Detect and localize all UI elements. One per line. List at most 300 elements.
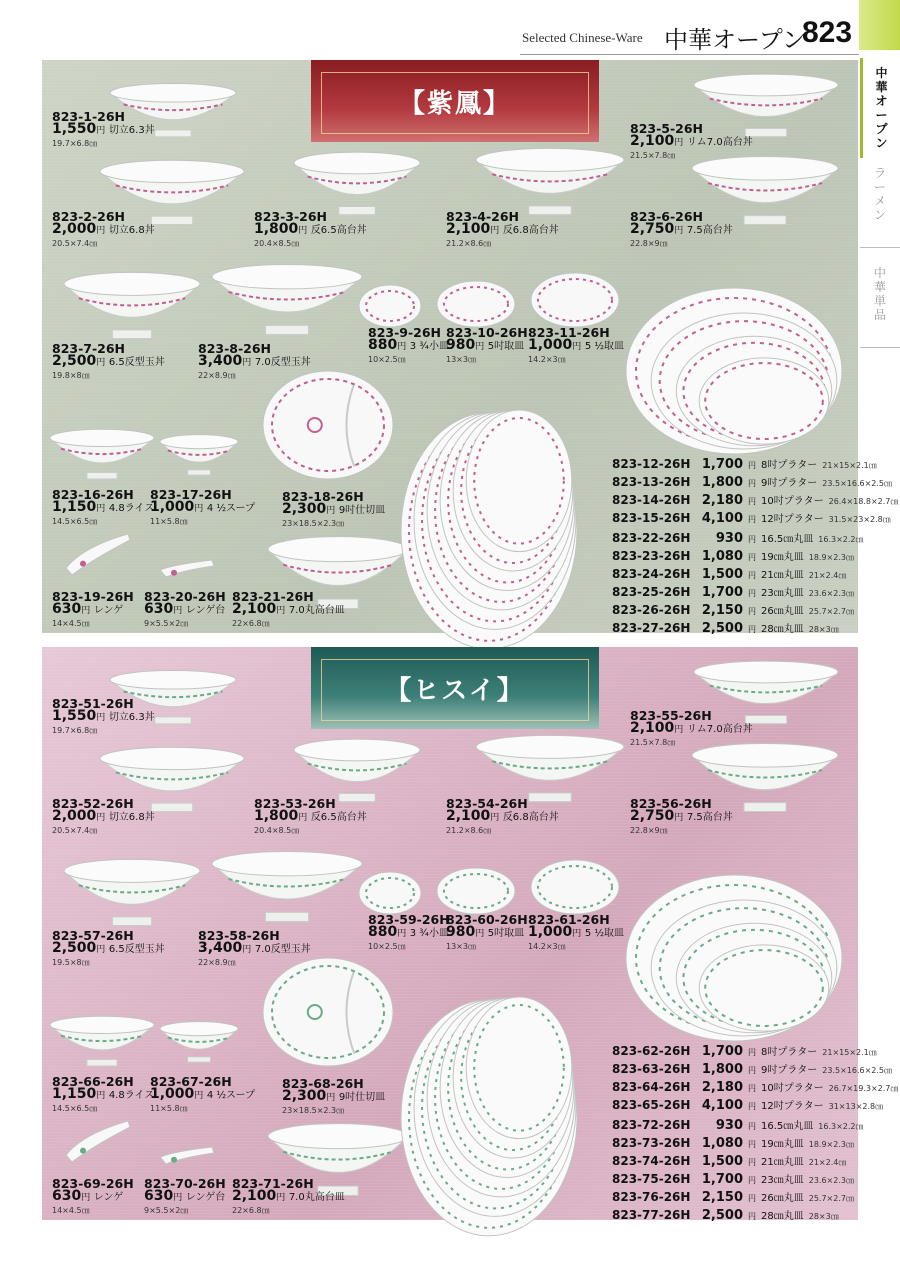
product-code: 823-61-26H <box>528 912 610 927</box>
price-row[interactable] <box>612 548 864 566</box>
product-size: 20.4×8.5㎝ <box>254 826 300 835</box>
product-code: 823-15-26H <box>612 511 691 525</box>
product-description: 4.8ライス <box>108 1090 155 1101</box>
product-price: 3,400 <box>198 353 243 369</box>
product-item[interactable] <box>150 1075 255 1114</box>
yen-unit: 円 <box>748 1140 756 1149</box>
yen-unit: 円 <box>748 497 756 506</box>
product-description: 26㎝丸皿 <box>761 1193 804 1204</box>
price-row[interactable] <box>612 1153 864 1171</box>
product-item[interactable] <box>446 210 559 249</box>
product-item[interactable] <box>52 697 155 736</box>
product-code: 823-11-26H <box>528 325 610 340</box>
price-row[interactable] <box>612 1061 898 1079</box>
product-code: 823-2-26H <box>52 209 126 224</box>
product-description: 9吋仕切皿 <box>338 1092 386 1103</box>
yen-unit: 円 <box>748 461 756 470</box>
bowl-image <box>62 855 202 927</box>
header-rule <box>520 54 859 55</box>
product-price: 2,100 <box>630 720 675 736</box>
price-row[interactable] <box>612 620 864 638</box>
product-item[interactable] <box>52 1177 134 1216</box>
product-size: 14.2×3㎝ <box>528 942 566 951</box>
product-size: 10×2.5㎝ <box>368 355 406 364</box>
bowl-image <box>210 260 364 336</box>
product-size: 20.5×7.4㎝ <box>52 239 98 248</box>
product-price: 2,100 <box>232 601 277 617</box>
platter-price-list <box>612 456 898 528</box>
side-tab-char: オ <box>875 94 888 108</box>
product-code: 823-76-26H <box>612 1190 691 1204</box>
side-tab-char: プ <box>875 122 888 136</box>
product-price: 2,300 <box>282 501 327 517</box>
product-price: 2,100 <box>446 221 491 237</box>
bowl-image <box>292 735 422 803</box>
product-code: 823-18-26H <box>282 489 364 504</box>
product-price: 2,180 <box>701 1080 743 1095</box>
product-size: 18.9×2.3㎝ <box>808 553 854 562</box>
bowl-image <box>210 847 364 923</box>
product-code: 823-63-26H <box>612 1062 691 1076</box>
yen-unit: 円 <box>490 813 500 823</box>
product-price: 2,100 <box>630 133 675 149</box>
product-price: 4,100 <box>701 1098 743 1113</box>
bowl-image <box>474 144 626 216</box>
product-price: 930 <box>715 531 743 546</box>
plate-image <box>436 867 516 915</box>
product-size: 23×18.5×2.3㎝ <box>282 1106 345 1115</box>
price-row[interactable] <box>612 1079 898 1097</box>
product-description: 3 ¾小皿 <box>409 928 449 939</box>
section-shiho <box>42 60 899 636</box>
plate-image <box>530 272 620 328</box>
yen-unit: 円 <box>96 1091 106 1101</box>
product-description: 切立6.8丼 <box>108 225 155 236</box>
price-row[interactable] <box>612 1189 864 1207</box>
product-price: 3,400 <box>198 940 243 956</box>
yen-unit: 円 <box>326 506 336 516</box>
product-code: 823-7-26H <box>52 341 126 356</box>
product-size: 16.3×2.2㎝ <box>818 1122 864 1131</box>
product-item[interactable] <box>144 1177 226 1216</box>
price-row[interactable] <box>612 1097 898 1115</box>
product-item[interactable] <box>282 490 385 529</box>
yen-unit: 円 <box>572 929 582 939</box>
spoon-image <box>62 530 132 578</box>
product-price: 980 <box>446 337 476 353</box>
product-price: 1,500 <box>701 1154 743 1169</box>
product-price: 980 <box>446 924 476 940</box>
product-size: 21×2.4㎝ <box>808 1158 847 1167</box>
product-description: 反6.8高台丼 <box>502 225 559 236</box>
yen-unit: 円 <box>748 571 756 580</box>
product-description: 8吋プラター <box>761 460 818 471</box>
product-item[interactable] <box>446 326 528 365</box>
product-price: 2,500 <box>52 940 97 956</box>
product-code: 823-77-26H <box>612 1208 691 1222</box>
product-size: 14.5×6.5㎝ <box>52 517 98 526</box>
product-item[interactable] <box>52 488 154 527</box>
product-price: 1,080 <box>701 549 743 564</box>
product-code: 823-53-26H <box>254 796 336 811</box>
product-price: 2,180 <box>701 493 743 508</box>
price-row[interactable] <box>612 456 898 474</box>
product-description: レンゲ台 <box>185 1192 226 1203</box>
product-code: 823-74-26H <box>612 1154 691 1168</box>
product-item[interactable] <box>52 110 155 149</box>
product-item[interactable] <box>52 929 165 968</box>
yen-unit: 円 <box>96 945 106 955</box>
yen-unit: 円 <box>674 725 684 735</box>
product-description: 6.5反型玉丼 <box>108 944 165 955</box>
product-size: 11×5.8㎝ <box>150 1104 188 1113</box>
product-description: 7.5高台丼 <box>686 225 733 236</box>
yen-unit: 円 <box>748 607 756 616</box>
section-banner-title: 【ヒスイ】 <box>385 675 525 706</box>
price-row[interactable] <box>612 510 898 528</box>
product-code: 823-16-26H <box>52 487 134 502</box>
product-size: 13×3㎝ <box>446 942 476 951</box>
product-description: 9吋プラター <box>761 1065 818 1076</box>
product-size: 14×4.5㎝ <box>52 619 90 628</box>
side-tab-char: ン <box>873 208 886 222</box>
product-size: 26.4×18.8×2.7㎝ <box>828 497 899 506</box>
bowl-image <box>158 1019 240 1063</box>
product-description: 28㎝丸皿 <box>761 624 804 635</box>
product-item[interactable] <box>52 1075 154 1114</box>
product-size: 19.7×6.8㎝ <box>52 139 98 148</box>
price-row[interactable] <box>612 1043 898 1061</box>
product-description: 10吋プラター <box>761 496 824 507</box>
product-size: 9×5.5×2㎝ <box>144 619 189 628</box>
product-size: 10×2.5㎝ <box>368 942 406 951</box>
product-size: 19.7×6.8㎝ <box>52 726 98 735</box>
product-item[interactable] <box>198 342 311 381</box>
platter-set-image <box>624 873 844 1043</box>
header-accent-tab <box>859 0 900 50</box>
product-size: 22×6.8㎝ <box>232 1206 270 1215</box>
yen-unit: 円 <box>674 813 684 823</box>
side-tab-char: ー <box>873 180 886 194</box>
side-tab-char: 品 <box>873 308 886 322</box>
yen-unit: 円 <box>96 813 106 823</box>
product-code: 823-10-26H <box>446 325 528 340</box>
product-description: 切立6.3丼 <box>108 125 155 136</box>
product-price: 1,150 <box>52 499 97 515</box>
yen-unit: 円 <box>194 1091 204 1101</box>
product-price: 630 <box>144 1188 174 1204</box>
yen-unit: 円 <box>748 1084 756 1093</box>
product-size: 22.8×9㎝ <box>630 826 668 835</box>
product-size: 23.5×16.6×2.5㎝ <box>822 1066 893 1075</box>
product-size: 19.5×8㎝ <box>52 958 90 967</box>
product-price: 1,550 <box>52 121 97 137</box>
yen-unit: 円 <box>748 1176 756 1185</box>
platter-price-list <box>612 1043 898 1115</box>
product-size: 23.5×16.6×2.5㎝ <box>822 479 893 488</box>
product-item[interactable] <box>446 913 528 952</box>
product-item[interactable] <box>52 590 134 629</box>
product-description: 16.5㎝丸皿 <box>761 1121 814 1132</box>
product-item[interactable] <box>144 590 226 629</box>
product-code: 823-54-26H <box>446 796 528 811</box>
price-row[interactable] <box>612 1207 864 1225</box>
product-item[interactable] <box>630 709 753 748</box>
yen-unit: 円 <box>276 606 286 616</box>
product-description: 7.0丸高台皿 <box>288 605 345 616</box>
product-item[interactable] <box>630 797 733 836</box>
product-code: 823-6-26H <box>630 209 704 224</box>
product-size: 14.5×6.5㎝ <box>52 1104 98 1113</box>
yen-unit: 円 <box>748 535 756 544</box>
product-size: 19.8×8㎝ <box>52 371 90 380</box>
product-item[interactable] <box>232 590 345 629</box>
spoon-image <box>62 1117 132 1165</box>
yen-unit: 円 <box>748 479 756 488</box>
yen-unit: 円 <box>748 1066 756 1075</box>
plate-image <box>358 871 422 915</box>
product-code: 823-65-26H <box>612 1098 691 1112</box>
product-price: 2,100 <box>446 808 491 824</box>
product-description: 23㎝丸皿 <box>761 588 804 599</box>
product-description: 反6.8高台丼 <box>502 812 559 823</box>
side-tab-ramen[interactable] <box>860 158 900 248</box>
product-code: 823-20-26H <box>144 589 226 604</box>
product-description: レンゲ <box>93 605 124 616</box>
product-size: 23.6×2.3㎝ <box>808 1176 854 1185</box>
round-plate-stack-image <box>420 380 600 620</box>
price-row[interactable] <box>612 1117 864 1135</box>
product-code: 823-56-26H <box>630 796 712 811</box>
product-size: 21.2×8.6㎝ <box>446 239 492 248</box>
product-description: 9吋プラター <box>761 478 818 489</box>
product-item[interactable] <box>528 913 624 952</box>
product-size: 20.5×7.4㎝ <box>52 826 98 835</box>
divided-plate-image <box>262 957 394 1067</box>
yen-unit: 円 <box>748 1102 756 1111</box>
side-tab-chuka-open[interactable] <box>860 58 900 158</box>
product-price: 1,150 <box>52 1086 97 1102</box>
product-item[interactable] <box>528 326 624 365</box>
product-price: 1,000 <box>528 337 573 353</box>
product-size: 25.7×2.7㎝ <box>808 607 854 616</box>
yen-unit: 円 <box>96 226 106 236</box>
product-description: 7.0丸高台皿 <box>288 1192 345 1203</box>
product-code: 823-9-26H <box>368 325 442 340</box>
price-row[interactable] <box>612 474 898 492</box>
section-banner <box>311 647 599 729</box>
yen-unit: 円 <box>748 1048 756 1057</box>
product-description: 7.0反型玉丼 <box>254 944 311 955</box>
product-size: 21.5×7.8㎝ <box>630 738 676 747</box>
section-hisui <box>42 647 899 1223</box>
yen-unit: 円 <box>242 945 252 955</box>
product-size: 16.3×2.2㎝ <box>818 535 864 544</box>
product-item[interactable] <box>282 1077 385 1116</box>
product-code: 823-19-26H <box>52 589 134 604</box>
product-price: 2,000 <box>52 808 97 824</box>
price-row[interactable] <box>612 530 864 548</box>
side-tab-char: 中 <box>873 266 886 280</box>
price-row[interactable] <box>612 602 864 620</box>
product-description: 反6.5高台丼 <box>310 225 367 236</box>
product-size: 21.5×7.8㎝ <box>630 151 676 160</box>
side-tab-char: ー <box>875 108 888 122</box>
product-price: 1,700 <box>701 457 743 472</box>
yen-unit: 円 <box>81 606 91 616</box>
product-description: リム7.0高台丼 <box>686 137 753 148</box>
product-item[interactable] <box>254 797 367 836</box>
yen-unit: 円 <box>96 504 106 514</box>
yen-unit: 円 <box>490 226 500 236</box>
product-description: リム7.0高台丼 <box>686 724 753 735</box>
product-size: 11×5.8㎝ <box>150 517 188 526</box>
product-description: レンゲ <box>93 1192 124 1203</box>
yen-unit: 円 <box>397 342 407 352</box>
product-size: 20.4×8.5㎝ <box>254 239 300 248</box>
product-code: 823-55-26H <box>630 708 712 723</box>
product-code: 823-5-26H <box>630 121 704 136</box>
product-price: 630 <box>52 601 82 617</box>
product-item[interactable] <box>232 1177 345 1216</box>
product-description: 21㎝丸皿 <box>761 570 804 581</box>
product-code: 823-3-26H <box>254 209 328 224</box>
product-item[interactable] <box>630 122 753 161</box>
product-code: 823-24-26H <box>612 567 691 581</box>
side-tab-char: 華 <box>873 280 886 294</box>
product-description: 23㎝丸皿 <box>761 1175 804 1186</box>
product-description: 19㎝丸皿 <box>761 552 804 563</box>
side-tab-char: 華 <box>875 80 888 94</box>
yen-unit: 円 <box>572 342 582 352</box>
product-description: 28㎝丸皿 <box>761 1211 804 1222</box>
yen-unit: 円 <box>96 713 106 723</box>
product-size: 21×2.4㎝ <box>808 571 847 580</box>
bowl-image <box>474 731 626 803</box>
product-description: レンゲ台 <box>185 605 226 616</box>
plate-image <box>436 280 516 328</box>
product-description: 9吋仕切皿 <box>338 505 386 516</box>
page-number: 823 <box>802 16 853 49</box>
side-tab-chuka-tanpin[interactable] <box>860 258 900 348</box>
product-size: 14×4.5㎝ <box>52 1206 90 1215</box>
product-code: 823-67-26H <box>150 1074 232 1089</box>
product-code: 823-12-26H <box>612 457 691 471</box>
product-code: 823-69-26H <box>52 1176 134 1191</box>
product-code: 823-62-26H <box>612 1044 691 1058</box>
price-row[interactable] <box>612 1135 864 1153</box>
product-code: 823-17-26H <box>150 487 232 502</box>
product-description: 5吋取皿 <box>487 341 525 352</box>
product-price: 1,000 <box>150 1086 195 1102</box>
product-price: 4,100 <box>701 511 743 526</box>
product-item[interactable] <box>368 326 449 365</box>
product-item[interactable] <box>368 913 450 952</box>
yen-unit: 円 <box>173 1193 183 1203</box>
product-price: 930 <box>715 1118 743 1133</box>
product-code: 823-58-26H <box>198 928 280 943</box>
product-size: 31.5×23×2.8㎝ <box>828 515 891 524</box>
yen-unit: 円 <box>397 929 407 939</box>
yen-unit: 円 <box>748 625 756 634</box>
product-size: 9×5.5×2㎝ <box>144 1206 189 1215</box>
yen-unit: 円 <box>674 226 684 236</box>
product-code: 823-71-26H <box>232 1176 314 1191</box>
price-row[interactable] <box>612 1171 864 1189</box>
product-price: 1,550 <box>52 708 97 724</box>
bowl-image <box>48 426 156 480</box>
yen-unit: 円 <box>276 1193 286 1203</box>
product-code: 823-60-26H <box>446 912 528 927</box>
price-row[interactable] <box>612 566 864 584</box>
product-description: 切立6.3丼 <box>108 712 155 723</box>
yen-unit: 円 <box>81 1193 91 1203</box>
product-price: 2,750 <box>630 221 675 237</box>
plate-image <box>358 284 422 328</box>
round-plate-stack-image <box>420 967 600 1207</box>
product-item[interactable] <box>198 929 311 968</box>
product-code: 823-57-26H <box>52 928 134 943</box>
product-price: 2,750 <box>630 808 675 824</box>
plate-price-list <box>612 1117 864 1225</box>
side-tab-char: 中 <box>875 66 888 80</box>
product-code: 823-73-26H <box>612 1136 691 1150</box>
product-code: 823-51-26H <box>52 696 134 711</box>
product-code: 823-1-26H <box>52 109 126 124</box>
section-banner <box>311 60 599 142</box>
product-price: 1,000 <box>150 499 195 515</box>
bowl-image <box>292 148 422 216</box>
yen-unit: 円 <box>96 358 106 368</box>
product-description: 切立6.8丼 <box>108 812 155 823</box>
plate-price-list <box>612 530 864 638</box>
product-price: 1,500 <box>701 567 743 582</box>
product-price: 2,150 <box>701 1190 743 1205</box>
yen-unit: 円 <box>748 1194 756 1203</box>
product-price: 630 <box>144 601 174 617</box>
product-code: 823-68-26H <box>282 1076 364 1091</box>
product-item[interactable] <box>52 210 155 249</box>
product-item[interactable] <box>52 797 155 836</box>
product-price: 1,700 <box>701 1172 743 1187</box>
plate-image <box>530 859 620 915</box>
product-item[interactable] <box>254 210 367 249</box>
yen-unit: 円 <box>194 504 204 514</box>
product-item[interactable] <box>150 488 255 527</box>
product-price: 1,800 <box>254 808 299 824</box>
product-description: 26㎝丸皿 <box>761 606 804 617</box>
spoon-image <box>156 556 216 580</box>
bowl-image <box>62 268 202 340</box>
product-description: 4.8ライス <box>108 503 155 514</box>
product-size: 31×13×2.8㎝ <box>828 1102 884 1111</box>
product-item[interactable] <box>630 210 733 249</box>
bowl-image <box>48 1013 156 1067</box>
product-price: 880 <box>368 337 398 353</box>
product-description: 5 ½取皿 <box>584 928 625 939</box>
product-code: 823-64-26H <box>612 1080 691 1094</box>
yen-unit: 円 <box>298 813 308 823</box>
product-code: 823-14-26H <box>612 493 691 507</box>
price-row[interactable] <box>612 584 864 602</box>
side-tab-char: ン <box>875 136 888 150</box>
product-item[interactable] <box>446 797 559 836</box>
product-size: 13×3㎝ <box>446 355 476 364</box>
price-row[interactable] <box>612 492 898 510</box>
yen-unit: 円 <box>748 1212 756 1221</box>
header-subtitle: Selected Chinese-Ware <box>522 30 643 45</box>
product-item[interactable] <box>52 342 165 381</box>
